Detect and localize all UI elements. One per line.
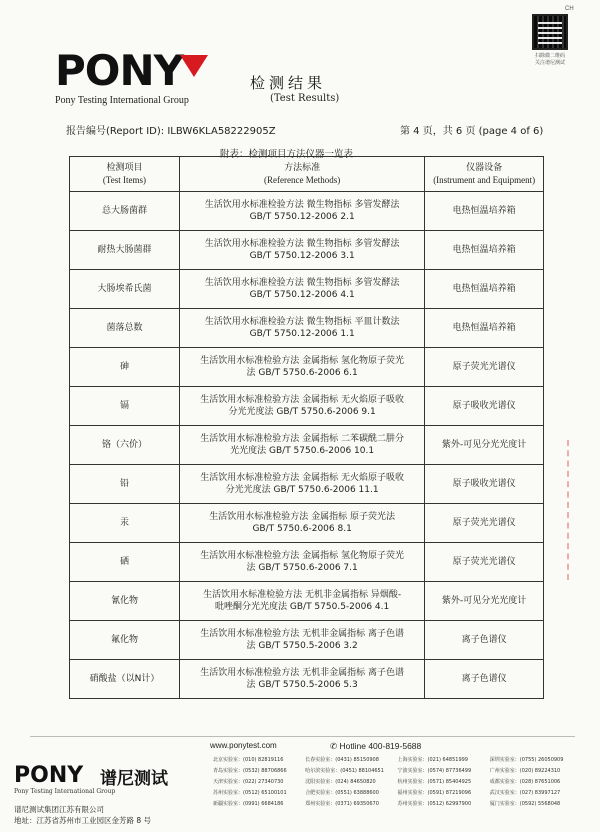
footer-hotline-text: Hotline 400-819-5688 bbox=[339, 741, 422, 751]
table-row: 汞 生活饮用水标准检验方法 金属指标 原子荧光法 GB/T 5750.6-2006 8.1 原子荧光光谱仪 bbox=[70, 504, 544, 543]
report-id bbox=[66, 122, 276, 137]
qr-caption bbox=[522, 53, 578, 67]
footer-offices bbox=[213, 755, 578, 810]
header-test-items: 检测项目 (Test Items) bbox=[70, 157, 180, 192]
office-item: 杭州实验室：(0571) 85404925 bbox=[397, 779, 472, 785]
page-title-en: (Test Results) bbox=[270, 93, 340, 104]
company-name: 谱尼测试集团江苏有限公司 bbox=[14, 805, 104, 814]
table-caption: 附表：检测项目方法仪器一览表 bbox=[220, 149, 354, 160]
methods-table bbox=[69, 156, 544, 699]
table-row: 硝酸盐（以N计） 生活饮用水标准检验方法 无机非金属指标 离子色谱 法 GB/T 5750.5-2006 5.3 离子色谱仪 bbox=[70, 660, 544, 699]
report-id-value: ILBW6KLA58222905Z bbox=[167, 126, 276, 137]
footer-logo-subtitle: Pony Testing International Group bbox=[14, 788, 116, 795]
page-title: 检测结果 bbox=[250, 74, 327, 92]
office-item: 北京实验室：(010) 82819116 bbox=[213, 757, 284, 763]
footer-hotline bbox=[330, 741, 421, 752]
office-item: 厦门实验室：(0592) 5568048 bbox=[489, 801, 561, 807]
corner-mark: CH bbox=[565, 6, 574, 12]
office-item: 武汉实验室：(027) 83997127 bbox=[489, 790, 561, 796]
table-row: 砷 生活饮用水标准检验方法 金属指标 氢化物原子荧光 法 GB/T 5750.6-2006 6.1 原子荧光光谱仪 bbox=[70, 348, 544, 387]
header-instrument: 仪器设备 (Instrument and Equipment) bbox=[425, 157, 544, 192]
seam-stamp bbox=[567, 440, 589, 580]
table-row: 菌落总数 生活饮用水标准检验方法 微生物指标 平皿计数法 GB/T 5750.12-2006 1.1 电热恒温培养箱 bbox=[70, 309, 544, 348]
office-item: 成都实验室：(028) 87651006 bbox=[489, 779, 561, 785]
company-address: 地址：江苏省苏州市工业园区金芳路 8 号 bbox=[14, 816, 152, 825]
logo-subtitle: Pony Testing International Group bbox=[55, 95, 189, 106]
office-item: 上海实验室：(021) 64851999 bbox=[397, 757, 468, 763]
phone-icon: ✆ bbox=[330, 741, 338, 751]
footer-divider bbox=[30, 736, 575, 737]
header-reference-methods: 方法标准 (Reference Methods) bbox=[179, 157, 424, 192]
qr-caption-line: 关注谱尼测试 bbox=[534, 60, 565, 66]
office-item: 天津实验室：(022) 27340730 bbox=[213, 779, 284, 785]
page-number: 第 4 页，共 6 页 (page 4 of 6) bbox=[400, 126, 544, 137]
office-item: 苏州实验室：(0512) 65100101 bbox=[213, 790, 287, 796]
office-item: 青岛实验室：(0532) 88706866 bbox=[213, 768, 287, 774]
table-row: 镉 生活饮用水标准检验方法 金属指标 无火焰原子吸收 分光光度法 GB/T 5750.6-2006 9.1 原子吸收光谱仪 bbox=[70, 387, 544, 426]
office-item: 新疆实验室：(0991) 6684186 bbox=[213, 801, 284, 807]
office-item: 合肥实验室：(0551) 63888600 bbox=[305, 790, 379, 796]
office-item: 郑州实验室：(0371) 69350670 bbox=[305, 801, 379, 807]
table-row: 氟化物 生活饮用水标准检验方法 无机非金属指标 离子色谱 法 GB/T 5750.5-2006 3.2 离子色谱仪 bbox=[70, 621, 544, 660]
table-row: 氰化物 生活饮用水标准检验方法 无机非金属指标 异烟酸- 吡唑酮分光光度法 GB/T 5750.5-2006 4.1 紫外-可见分光光度计 bbox=[70, 582, 544, 621]
qr-caption-line: 扫除微二维码 bbox=[534, 53, 565, 59]
footer-company bbox=[14, 804, 151, 826]
footer-logo-cn: 谱尼测试 bbox=[100, 769, 168, 789]
office-item: 宁波实验室：(0574) 87736499 bbox=[397, 768, 472, 774]
table-row: 铬（六价） 生活饮用水标准检验方法 金属指标 二苯碳酰二肼分 光光度法 GB/T 5750.6-2006 10.1 紫外-可见分光光度计 bbox=[70, 426, 544, 465]
qr-code[interactable] bbox=[532, 14, 568, 50]
office-item: 深圳实验室：(0755) 26050909 bbox=[489, 757, 564, 763]
office-item: 广州实验室：(020) 89224310 bbox=[489, 768, 561, 774]
office-item: 苏州实验室：(0512) 62997900 bbox=[397, 801, 472, 807]
table-row: 硒 生活饮用水标准检验方法 金属指标 氢化物原子荧光 法 GB/T 5750.6-2006 7.1 原子荧光光谱仪 bbox=[70, 543, 544, 582]
office-item: 哈尔滨实验室：(0451) 88104651 bbox=[305, 768, 384, 774]
table-row: 耐热大肠菌群 生活饮用水标准检验方法 微生物指标 多管发酵法 GB/T 5750.12-2006 3.1 电热恒温培养箱 bbox=[70, 231, 544, 270]
table-row: 总大肠菌群 生活饮用水标准检验方法 微生物指标 多管发酵法 GB/T 5750.12-2006 2.1 电热恒温培养箱 bbox=[70, 192, 544, 231]
pony-logo: PONY bbox=[55, 46, 184, 95]
footer-website[interactable]: www.ponytest.com bbox=[210, 741, 277, 750]
footer-logo: PONY bbox=[14, 763, 84, 788]
office-item: 沈阳实验室：(024) 84650820 bbox=[305, 779, 376, 785]
table-row: 大肠埃希氏菌 生活饮用水标准检验方法 微生物指标 多管发酵法 GB/T 5750.12-2006 4.1 电热恒温培养箱 bbox=[70, 270, 544, 309]
table-row: 铅 生活饮用水标准检验方法 金属指标 无火焰原子吸收 分光光度法 GB/T 5750.6-2006 11.1 原子吸收光谱仪 bbox=[70, 465, 544, 504]
report-id-label: 报告编号(Report ID): bbox=[66, 126, 165, 137]
office-item: 福州实验室：(0591) 87219096 bbox=[397, 790, 472, 796]
logo-triangle-icon bbox=[180, 55, 208, 77]
office-item: 长春实验室：(0431) 85150908 bbox=[305, 757, 379, 763]
